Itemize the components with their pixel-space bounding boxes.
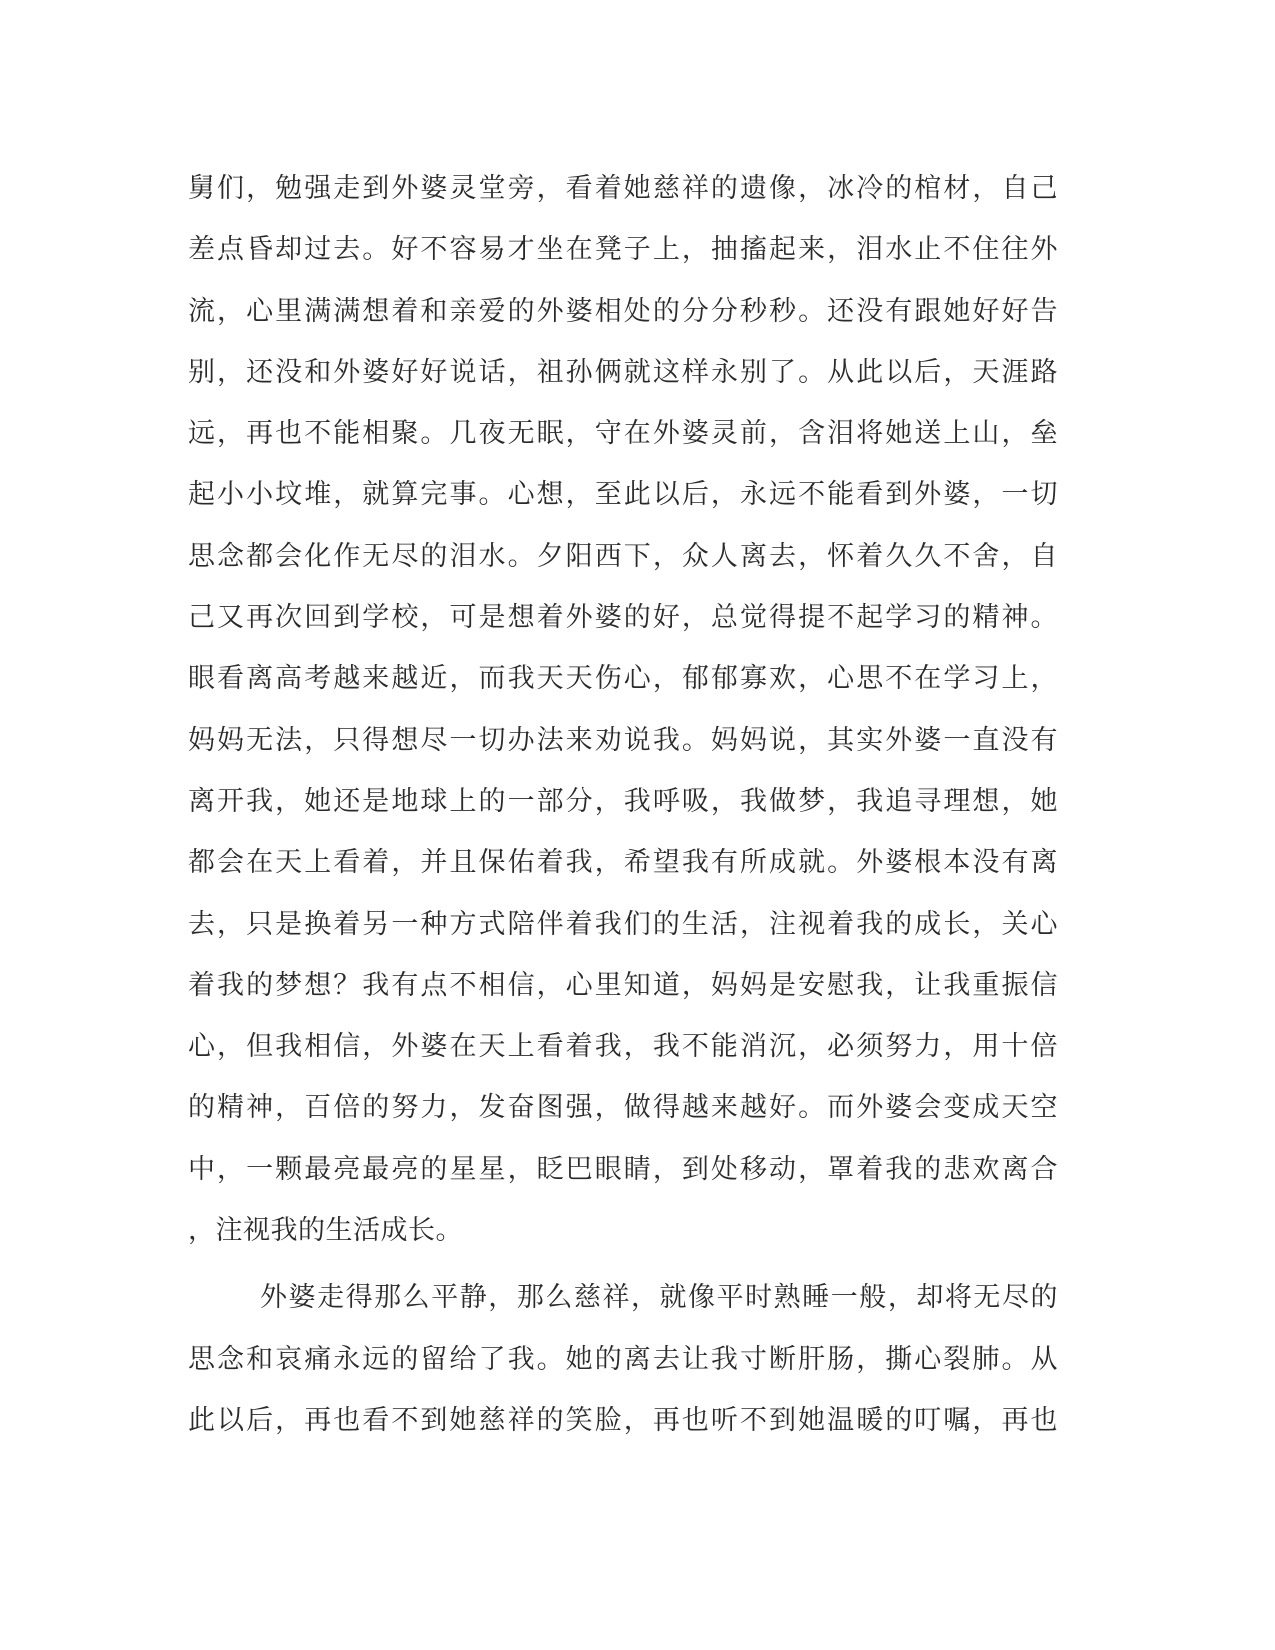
text-line: 去，只是换着另一种方式陪伴着我们的生活，注视着我的成长，关心 xyxy=(188,908,1058,940)
paragraph-2 xyxy=(188,1267,1058,1451)
text-line: 别，还没和外婆好好说话，祖孙俩就这样永别了。从此以后，天涯路 xyxy=(188,356,1058,388)
text-line: 远，再也不能相聚。几夜无眠，守在外婆灵前，含泪将她送上山，垒 xyxy=(188,418,1058,450)
text-line: 思念和哀痛永远的留给了我。她的离去让我寸断肝肠，撕心裂肺。从 xyxy=(188,1343,1058,1375)
text-line: 中，一颗最亮最亮的星星，眨巴眼睛，到处移动，罩着我的悲欢离合 xyxy=(188,1153,1058,1185)
text-line: 着我的梦想？我有点不相信，心里知道，妈妈是安慰我，让我重振信 xyxy=(188,969,1058,1001)
text-line: 外婆走得那么平静，那么慈祥，就像平时熟睡一般，却将无尽的 xyxy=(260,1282,1058,1314)
body-text xyxy=(188,158,1058,1451)
text-line: 的精神，百倍的努力，发奋图强，做得越来越好。而外婆会变成天空 xyxy=(188,1092,1058,1124)
text-line: 差点昏却过去。好不容易才坐在凳子上，抽搐起来，泪水止不住往外 xyxy=(188,234,1058,266)
text-line: 起小小坟堆，就算完事。心想，至此以后，永远不能看到外婆，一切 xyxy=(188,479,1058,511)
text-line: 都会在天上看着，并且保佑着我，希望我有所成就。外婆根本没有离 xyxy=(188,847,1058,879)
paragraph-1 xyxy=(188,158,1058,1261)
text-line: 流，心里满满想着和亲爱的外婆相处的分分秒秒。还没有跟她好好告 xyxy=(188,295,1058,327)
text-line: 此以后，再也看不到她慈祥的笑脸，再也听不到她温暖的叮嘱，再也 xyxy=(188,1404,1058,1436)
text-line: 眼看离高考越来越近，而我天天伤心，郁郁寡欢，心思不在学习上， xyxy=(188,663,1058,695)
text-line: ，注视我的生活成长。 xyxy=(188,1215,463,1247)
text-line: 妈妈无法，只得想尽一切办法来劝说我。妈妈说，其实外婆一直没有 xyxy=(188,724,1058,756)
text-line: 思念都会化作无尽的泪水。夕阳西下，众人离去，怀着久久不舍，自 xyxy=(188,540,1058,572)
text-line: 舅们，勉强走到外婆灵堂旁，看着她慈祥的遗像，冰冷的棺材，自己 xyxy=(188,173,1058,204)
text-line: 离开我，她还是地球上的一部分，我呼吸，我做梦，我追寻理想，她 xyxy=(188,785,1058,817)
text-line: 心，但我相信，外婆在天上看着我，我不能消沉，必须努力，用十倍 xyxy=(188,1031,1058,1063)
text-line: 己又再次回到学校，可是想着外婆的好，总觉得提不起学习的精神。 xyxy=(188,602,1058,634)
